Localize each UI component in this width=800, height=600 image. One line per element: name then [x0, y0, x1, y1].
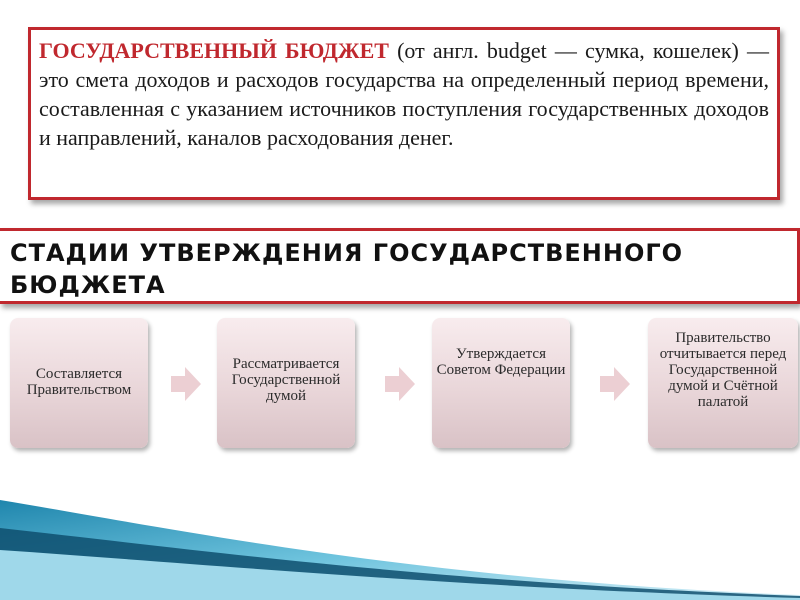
section-title-bar [0, 228, 800, 304]
section-title: СТАДИИ УТВЕРЖДЕНИЯ ГОСУДАРСТВЕННОГО БЮДЖЕТА [10, 239, 684, 299]
arrow-right-icon [600, 367, 630, 401]
arrow-right-icon [171, 367, 201, 401]
definition-box [28, 27, 780, 200]
arrow-right-icon [385, 367, 415, 401]
definition-text: (от англ. budget — сумка, кошелек) — это смета доходов и расходов государства на определенный период времени, составленная с указанием источников поступления государственных доходов и направлений, каналов расходования денег. [39, 38, 769, 150]
stage-box-4 [648, 318, 798, 448]
stage-label-4: Правительство отчитывается перед Государственной думой и Счётной палатой [659, 330, 787, 410]
definition-term: ГОСУДАРСТВЕННЫЙ БЮДЖЕТ [39, 38, 389, 63]
stage-box-2 [217, 318, 355, 448]
stage-label-3: Утверждается Советом Федерации [436, 346, 566, 378]
definition-paragraph [39, 36, 769, 152]
stage-box-1 [10, 318, 148, 448]
stage-box-3 [432, 318, 570, 448]
decorative-wave [0, 470, 800, 600]
stage-label-1: Составляется Правительством [26, 366, 132, 398]
stage-label-2: Рассматривается Государственной думой [231, 356, 341, 404]
